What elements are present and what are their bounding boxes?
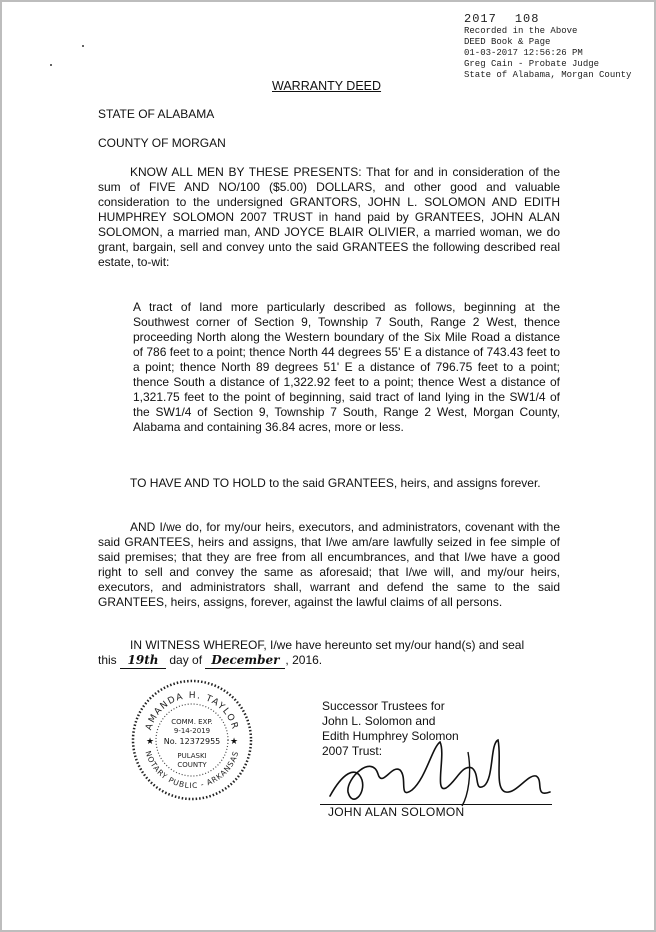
seal-name: AMANDA H. TAYLOR [144, 690, 240, 732]
trustees-line: Edith Humphrey Solomon [322, 729, 459, 743]
witness-this: this [98, 653, 117, 667]
seal-notary-public: NOTARY PUBLIC - ARKANSAS [143, 749, 241, 791]
trustees-line: John L. Solomon and [322, 714, 436, 728]
witness-day-of: day of [169, 653, 203, 667]
seal-exp-date: 9-14-2019 [173, 727, 211, 735]
witness-month-handwritten: December [205, 653, 285, 669]
recording-page: 108 [514, 12, 540, 26]
witness-year: , 2016. [285, 653, 323, 667]
seal-star-right-icon: ★ [230, 737, 239, 747]
seal-number: No. 12372955 [163, 737, 221, 746]
covenant-paragraph: AND I/we do, for my/our heirs, executors, and administrators, covenant with the said GRANTEES, heirs and assigns, that I/we am/are lawfully seized in fee simple of said premises; that they are free from all encumbrances, and that I/we have a good right to sell and convey the same as aforesaid; that I/we will, and my/our heirs, executors, and administrators shall, warrant and defend the same to the said GRANTEES, heirs, assigns, forever, against the lawful claims of all persons. [98, 520, 560, 609]
recording-book: 2017 [464, 12, 497, 26]
trustees-line: 2007 Trust: [322, 744, 383, 758]
scan-speck [82, 45, 84, 47]
county-heading: COUNTY OF MORGAN [98, 136, 226, 150]
witness-line: IN WITNESS WHEREOF, I/we have hereunto set my/our hand(s) and seal [130, 638, 525, 652]
signer-name: JOHN ALAN SOLOMON [328, 805, 465, 819]
habendum-paragraph: TO HAVE AND TO HOLD to the said GRANTEES, heirs, and assigns forever. [130, 476, 541, 490]
legal-description-paragraph: A tract of land more particularly described as follows, beginning at the Southwest corner of Section 9, Township 7 South, Range 2 West, thence proceeding North along the Western boundary of the Six Mile Road a distance of 786 feet to a point; thence North 44 degrees 55' E a distance of 743.43 feet to a point; thence North 89 degrees 51' E a distance of 796.75 feet to a point; thence South a distance of 1,322.92 feet to a point; thence West a distance of 1,321.75 feet to the point of beginning, said tract of land lying in the SW1/4 of the SW1/4 of Section 9, Township 7 South, Range 2 West, Morgan County, Alabama and containing 36.84 acres, more or less. [133, 300, 560, 434]
signature-stroke [462, 752, 470, 806]
recording-line: State of Alabama, Morgan County [464, 70, 632, 80]
handwritten-signature [322, 734, 562, 814]
notary-seal [130, 678, 254, 802]
seal-comm-exp: COMM. EXP. [171, 718, 213, 726]
recording-line: Recorded in the Above [464, 26, 578, 36]
recording-line: Greg Cain - Probate Judge [464, 59, 600, 69]
signature-stroke [330, 740, 550, 799]
seal-county-label: COUNTY [177, 761, 207, 769]
recording-stamp [464, 14, 654, 81]
seal-county-name: PULASKI [177, 752, 207, 760]
recording-line: 01-03-2017 12:56:26 PM [464, 48, 583, 58]
seal-star-left-icon: ★ [146, 737, 155, 747]
scan-speck [50, 64, 52, 66]
witness-day-handwritten: 19th [120, 653, 166, 669]
recording-line: DEED Book & Page [464, 37, 551, 47]
witness-date-line [98, 653, 322, 669]
document-title: WARRANTY DEED [272, 79, 382, 93]
trustees-line: Successor Trustees for [322, 699, 445, 713]
recording-number [464, 14, 654, 25]
consideration-paragraph: KNOW ALL MEN BY THESE PRESENTS: That for and in consideration of the sum of FIVE AND NO/100 ($5.00) DOLLARS, and other good and valuable consideration to the undersigned GRANTORS, JOHN L. SOLOMON AND EDITH HUMPHREY SOLOMON 2007 TRUST in hand paid by GRANTEES, JOHN ALAN SOLOMON, a married man, AND JOYCE BLAIR OLIVIER, a married woman, we do grant, bargain, sell and convey unto the said GRANTEES the following described real estate, to-wit: [98, 165, 560, 269]
state-heading: STATE OF ALABAMA [98, 107, 215, 121]
